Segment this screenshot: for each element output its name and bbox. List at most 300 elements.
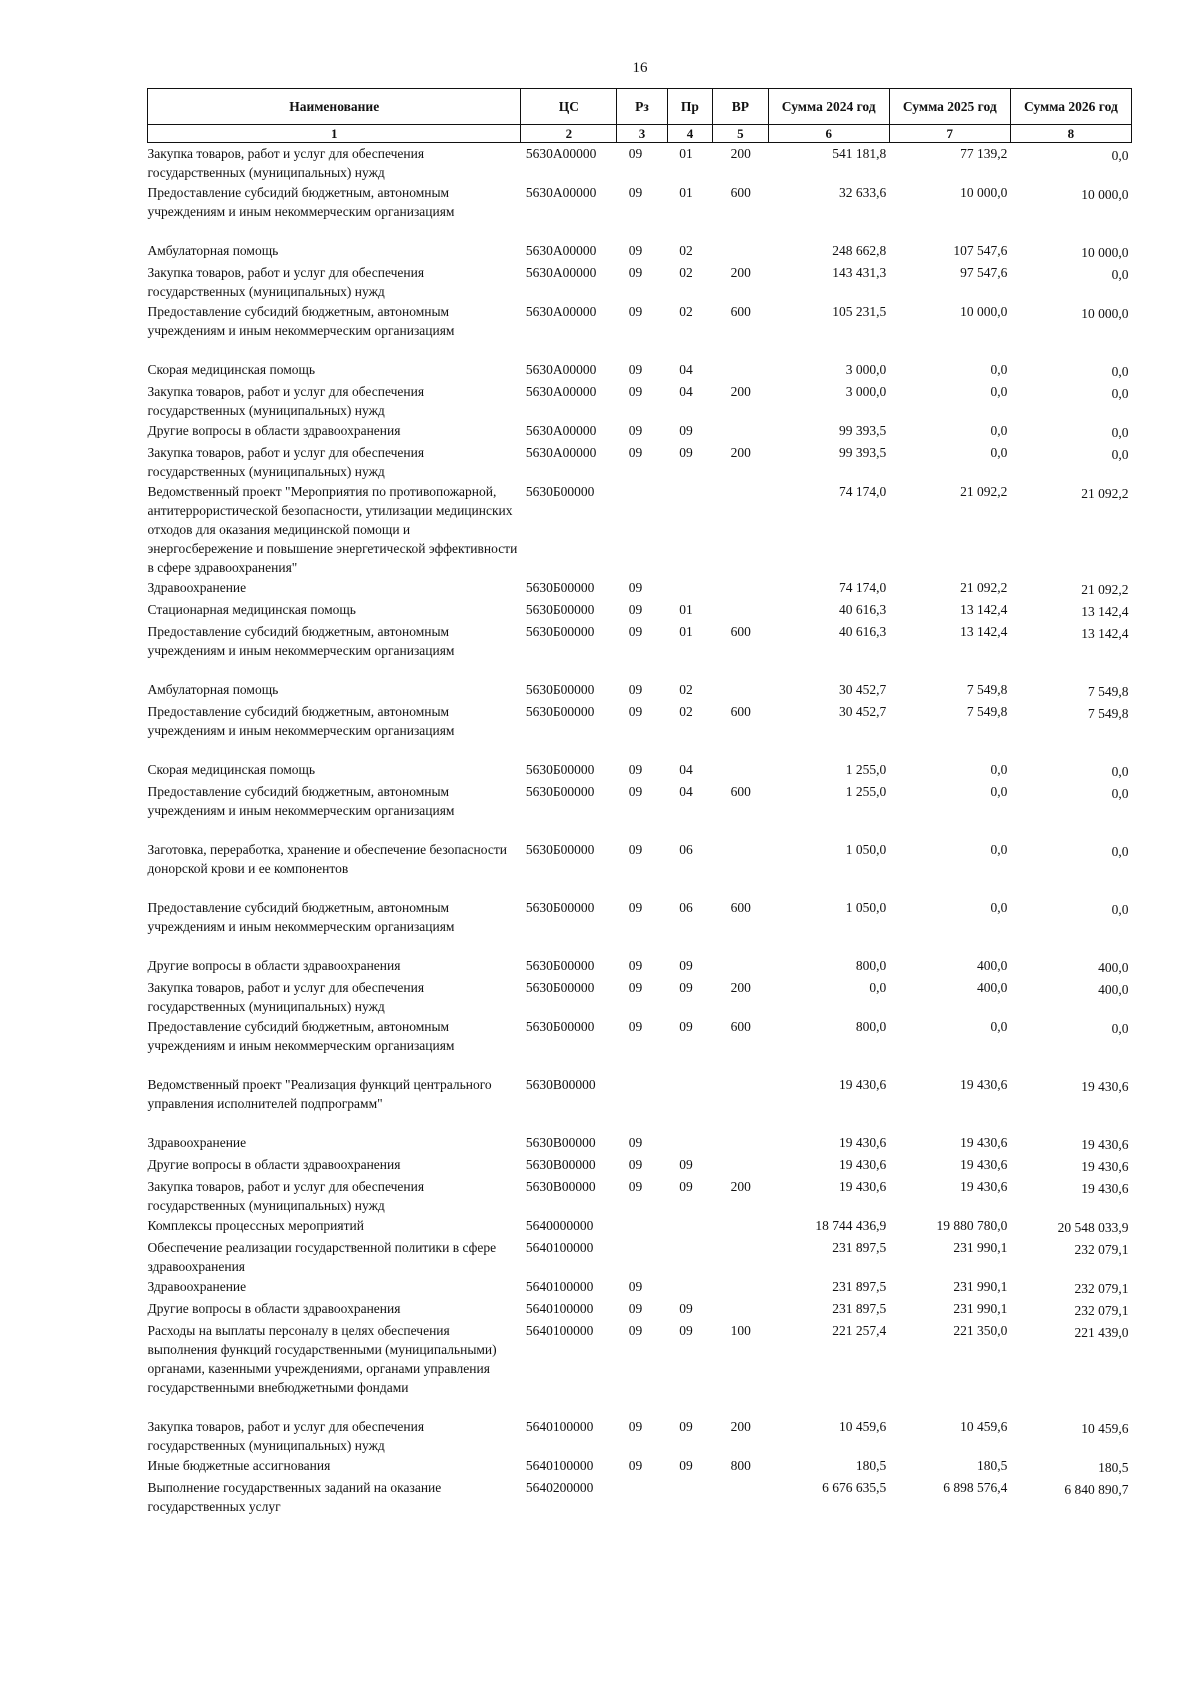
- row-sum-2025: 7 549,8: [966, 704, 1008, 719]
- row-pr: 01: [679, 624, 693, 639]
- row-code: 5640100000: [525, 1240, 594, 1255]
- table-row: [148, 481, 1132, 577]
- row-sum-2025: 231 990,1: [953, 1279, 1008, 1294]
- row-vr: [713, 679, 769, 701]
- column-number: 7: [889, 125, 1010, 143]
- row-pr: 09: [679, 445, 693, 460]
- row-sum-2026: 232 079,1: [1074, 1303, 1129, 1318]
- row-rz: 09: [628, 384, 643, 399]
- row-vr: 200: [730, 445, 751, 460]
- row-sum-2026: 0,0: [1111, 148, 1129, 163]
- row-name: Предоставление субсидий бюджетным, автономным учреждениям и иным некоммерческим организациям: [147, 304, 455, 338]
- table-row: [148, 897, 1132, 955]
- row-name: Закупка товаров, работ и услуг для обеспечения государственных (муниципальных) нужд: [147, 445, 425, 479]
- row-sum-2025: 0,0: [990, 1019, 1008, 1034]
- row-sum-2024: 74 174,0: [838, 484, 887, 499]
- row-code: 5630А00000: [525, 243, 597, 258]
- row-rz: 09: [628, 1179, 643, 1194]
- table-row: [148, 759, 1132, 781]
- row-sum-2025: 180,5: [976, 1458, 1008, 1473]
- row-rz: 09: [628, 1458, 643, 1473]
- row-sum-2025: 77 139,2: [960, 146, 1008, 161]
- row-sum-2024: 800,0: [855, 958, 887, 973]
- row-sum-2025: 10 000,0: [960, 304, 1008, 319]
- row-sum-2025: 0,0: [990, 900, 1008, 915]
- table-row: [148, 1016, 1132, 1074]
- row-vr: 100: [730, 1323, 751, 1338]
- row-rz: 09: [628, 704, 643, 719]
- row-sum-2026: 19 430,6: [1081, 1181, 1129, 1196]
- row-rz: 09: [628, 624, 643, 639]
- row-rz: 09: [628, 146, 643, 161]
- row-vr: 200: [730, 265, 751, 280]
- row-name: Амбулаторная помощь: [147, 243, 279, 258]
- row-rz: 09: [628, 1157, 643, 1172]
- row-sum-2024: 180,5: [855, 1458, 887, 1473]
- row-sum-2026: 20 548 033,9: [1057, 1220, 1129, 1235]
- row-sum-2026: 232 079,1: [1074, 1242, 1129, 1257]
- row-rz: 09: [628, 900, 643, 915]
- row-rz: 09: [628, 762, 643, 777]
- row-sum-2026: 0,0: [1111, 447, 1129, 462]
- row-rz: 09: [628, 423, 643, 438]
- row-sum-2024: 19 430,6: [838, 1157, 887, 1172]
- row-code: 5630Б00000: [525, 602, 595, 617]
- row-name: Заготовка, переработка, хранение и обеспечение безопасности донорской крови и ее компонентов: [147, 842, 507, 876]
- row-rz: [617, 1477, 667, 1516]
- row-sum-2025: 19 880 780,0: [936, 1218, 1008, 1233]
- row-sum-2024: 231 897,5: [832, 1279, 887, 1294]
- row-sum-2026: 10 459,6: [1081, 1421, 1129, 1436]
- row-rz: 09: [628, 1019, 643, 1034]
- header-pr: Пр: [667, 89, 712, 125]
- row-vr: [713, 1477, 769, 1516]
- row-rz: 09: [628, 842, 643, 857]
- row-vr: [713, 1074, 769, 1132]
- row-sum-2025: 10 459,6: [960, 1419, 1008, 1434]
- table-row: [148, 1477, 1132, 1516]
- row-sum-2026: 0,0: [1111, 425, 1129, 440]
- header-vr: ВР: [713, 89, 769, 125]
- table-row: [148, 839, 1132, 897]
- table-row: [148, 143, 1132, 183]
- row-name: Скорая медицинская помощь: [147, 762, 316, 777]
- row-sum-2024: 1 050,0: [845, 842, 887, 857]
- row-name: Другие вопросы в области здравоохранения: [147, 1301, 401, 1316]
- row-rz: 09: [628, 1419, 643, 1434]
- row-vr: [713, 1237, 769, 1276]
- row-code: 5630Б00000: [525, 842, 595, 857]
- row-code: 5630Б00000: [525, 784, 595, 799]
- row-name: Иные бюджетные ассигнования: [147, 1458, 331, 1473]
- row-rz: [617, 1074, 667, 1132]
- row-code: 5630Б00000: [525, 484, 595, 499]
- row-sum-2024: 1 255,0: [845, 762, 887, 777]
- row-rz: 09: [628, 1135, 643, 1150]
- row-vr: 200: [730, 1179, 751, 1194]
- table-row: [148, 599, 1132, 621]
- row-sum-2024: 6 676 635,5: [822, 1480, 887, 1495]
- row-code: 5640000000: [525, 1218, 594, 1233]
- row-code: 5630В00000: [525, 1179, 596, 1194]
- row-vr: 600: [730, 185, 751, 200]
- table-row: [148, 182, 1132, 240]
- row-sum-2025: 221 350,0: [953, 1323, 1008, 1338]
- row-code: 5640100000: [525, 1458, 594, 1473]
- row-sum-2025: 400,0: [976, 980, 1008, 995]
- row-code: 5630В00000: [525, 1157, 596, 1172]
- row-sum-2024: 231 897,5: [832, 1301, 887, 1316]
- row-sum-2024: 0,0: [869, 980, 887, 995]
- row-sum-2024: 99 393,5: [838, 423, 887, 438]
- row-vr: [713, 1132, 769, 1154]
- header-sum-2024: Сумма 2024 год: [768, 89, 889, 125]
- row-sum-2025: 0,0: [990, 762, 1008, 777]
- row-vr: [713, 1298, 769, 1320]
- row-name: Другие вопросы в области здравоохранения: [147, 958, 401, 973]
- row-sum-2024: 19 430,6: [838, 1179, 887, 1194]
- row-name: Предоставление субсидий бюджетным, автономным учреждениям и иным некоммерческим организациям: [147, 1019, 455, 1053]
- row-code: 5640100000: [525, 1279, 594, 1294]
- row-vr: 600: [730, 1019, 751, 1034]
- row-vr: [713, 420, 769, 442]
- row-sum-2025: 231 990,1: [953, 1301, 1008, 1316]
- row-code: 5630А00000: [525, 423, 597, 438]
- row-sum-2026: 13 142,4: [1081, 604, 1129, 619]
- table-row: [148, 679, 1132, 701]
- row-sum-2025: 13 142,4: [960, 602, 1008, 617]
- row-rz: 09: [628, 980, 643, 995]
- row-sum-2025: 0,0: [990, 445, 1008, 460]
- row-name: Стационарная медицинская помощь: [147, 602, 356, 617]
- table-row: [148, 381, 1132, 420]
- row-pr: 04: [679, 384, 693, 399]
- row-vr: 600: [730, 304, 751, 319]
- row-vr: [713, 599, 769, 621]
- row-pr: 09: [679, 1419, 693, 1434]
- row-rz: 09: [628, 580, 643, 595]
- table-row: [148, 977, 1132, 1016]
- row-pr: [667, 577, 712, 599]
- row-code: 5640100000: [525, 1323, 594, 1338]
- row-sum-2024: 3 000,0: [845, 384, 887, 399]
- row-rz: 09: [628, 784, 643, 799]
- row-code: 5630Б00000: [525, 980, 595, 995]
- header-sum-2025: Сумма 2025 год: [889, 89, 1010, 125]
- column-number: 1: [148, 125, 521, 143]
- table-row: [148, 1074, 1132, 1132]
- row-pr: 02: [679, 265, 693, 280]
- row-code: 5630Б00000: [525, 704, 595, 719]
- row-name: Предоставление субсидий бюджетным, автономным учреждениям и иным некоммерческим организациям: [147, 704, 455, 738]
- table-row: [148, 262, 1132, 301]
- row-vr: [713, 481, 769, 577]
- row-rz: 09: [628, 1301, 643, 1316]
- row-sum-2025: 0,0: [990, 362, 1008, 377]
- row-sum-2024: 40 616,3: [838, 602, 887, 617]
- row-pr: 09: [679, 1157, 693, 1172]
- row-name: Комплексы процессных мероприятий: [147, 1218, 364, 1233]
- row-name: Расходы на выплаты персоналу в целях обеспечения выполнения функций государственными (муниципальными) органами, казенными учреждениями, органами управления государственными внебюджетными фондами: [147, 1323, 497, 1395]
- table-row: [148, 420, 1132, 442]
- row-sum-2024: 19 430,6: [838, 1135, 887, 1150]
- row-sum-2025: 19 430,6: [960, 1077, 1008, 1092]
- row-sum-2025: 0,0: [990, 423, 1008, 438]
- row-sum-2024: 19 430,6: [838, 1077, 887, 1092]
- row-sum-2025: 19 430,6: [960, 1179, 1008, 1194]
- row-sum-2024: 3 000,0: [845, 362, 887, 377]
- row-sum-2026: 0,0: [1111, 764, 1129, 779]
- row-pr: 01: [679, 146, 693, 161]
- row-sum-2024: 105 231,5: [832, 304, 887, 319]
- row-vr: [713, 1154, 769, 1176]
- row-sum-2026: 0,0: [1111, 786, 1129, 801]
- row-rz: 09: [628, 304, 643, 319]
- row-name: Ведомственный проект "Реализация функций центрального управления исполнителей подпрограмм": [147, 1077, 492, 1111]
- row-code: 5630Б00000: [525, 624, 595, 639]
- header-row: [148, 89, 1132, 125]
- row-name: Ведомственный проект "Мероприятия по противопожарной, антитеррористической безопасности, утилизации медицинских отходов для оказания медицинской помощи и энергосбережение и повышение энергетической эффективности в сфере здравоохранения": [147, 484, 518, 575]
- row-rz: [617, 481, 667, 577]
- row-sum-2024: 99 393,5: [838, 445, 887, 460]
- row-code: 5630А00000: [525, 445, 597, 460]
- table-row: [148, 359, 1132, 381]
- row-name: Здравоохранение: [147, 1279, 247, 1294]
- row-name: Предоставление субсидий бюджетным, автономным учреждениям и иным некоммерческим организациям: [147, 900, 455, 934]
- row-pr: [667, 481, 712, 577]
- row-sum-2026: 0,0: [1111, 386, 1129, 401]
- row-pr: 09: [679, 423, 693, 438]
- budget-table: [147, 88, 1132, 1516]
- row-sum-2024: 1 255,0: [845, 784, 887, 799]
- row-sum-2024: 1 050,0: [845, 900, 887, 915]
- row-sum-2026: 221 439,0: [1074, 1325, 1129, 1340]
- row-pr: [667, 1215, 712, 1237]
- row-pr: 02: [679, 682, 693, 697]
- table-row: [148, 1276, 1132, 1298]
- table-body: [148, 143, 1132, 1517]
- row-sum-2024: 40 616,3: [838, 624, 887, 639]
- row-sum-2026: 180,5: [1098, 1460, 1129, 1475]
- table-row: [148, 240, 1132, 262]
- row-code: 5630В00000: [525, 1135, 596, 1150]
- row-vr: 200: [730, 980, 751, 995]
- row-name: Закупка товаров, работ и услуг для обеспечения государственных (муниципальных) нужд: [147, 1179, 425, 1213]
- row-sum-2026: 21 092,2: [1081, 582, 1129, 597]
- row-sum-2026: 10 000,0: [1081, 245, 1129, 260]
- row-sum-2026: 0,0: [1111, 902, 1129, 917]
- row-name: Здравоохранение: [147, 1135, 247, 1150]
- row-sum-2025: 7 549,8: [966, 682, 1008, 697]
- row-code: 5640200000: [525, 1480, 594, 1495]
- column-number: 6: [768, 125, 889, 143]
- row-rz: 09: [628, 1279, 643, 1294]
- header-name: Наименование: [148, 89, 521, 125]
- row-sum-2025: 97 547,6: [960, 265, 1008, 280]
- row-vr: 600: [730, 900, 751, 915]
- row-vr: [713, 240, 769, 262]
- row-sum-2026: 6 840 890,7: [1064, 1482, 1129, 1497]
- row-sum-2024: 30 452,7: [838, 704, 887, 719]
- row-code: 5630Б00000: [525, 1019, 595, 1034]
- row-vr: 600: [730, 704, 751, 719]
- row-pr: 09: [679, 1301, 693, 1316]
- row-sum-2026: 0,0: [1111, 267, 1129, 282]
- row-name: Здравоохранение: [147, 580, 247, 595]
- row-sum-2026: 19 430,6: [1081, 1159, 1129, 1174]
- row-code: 5630А00000: [525, 265, 597, 280]
- row-pr: 09: [679, 980, 693, 995]
- table-row: [148, 1154, 1132, 1176]
- row-vr: [713, 1215, 769, 1237]
- table-row: [148, 1176, 1132, 1215]
- row-name: Обеспечение реализации государственной политики в сфере здравоохранения: [147, 1240, 497, 1274]
- row-sum-2025: 19 430,6: [960, 1157, 1008, 1172]
- row-rz: 09: [628, 362, 643, 377]
- row-sum-2026: 400,0: [1098, 982, 1129, 997]
- row-sum-2026: 10 000,0: [1081, 187, 1129, 202]
- row-vr: [713, 955, 769, 977]
- row-sum-2025: 10 000,0: [960, 185, 1008, 200]
- column-number-row: [148, 125, 1132, 143]
- row-sum-2025: 6 898 576,4: [943, 1480, 1008, 1495]
- row-pr: 04: [679, 784, 693, 799]
- row-sum-2025: 0,0: [990, 842, 1008, 857]
- row-pr: 09: [679, 1323, 693, 1338]
- row-code: 5630А00000: [525, 304, 597, 319]
- row-pr: 02: [679, 243, 693, 258]
- row-rz: [617, 1237, 667, 1276]
- row-code: 5630А00000: [525, 362, 597, 377]
- row-code: 5630Б00000: [525, 958, 595, 973]
- row-name: Закупка товаров, работ и услуг для обеспечения государственных (муниципальных) нужд: [147, 980, 425, 1014]
- row-code: 5630А00000: [525, 146, 597, 161]
- row-name: Предоставление субсидий бюджетным, автономным учреждениям и иным некоммерческим организациям: [147, 624, 455, 658]
- row-vr: 200: [730, 1419, 751, 1434]
- row-pr: 01: [679, 185, 693, 200]
- row-rz: [617, 1215, 667, 1237]
- row-name: Закупка товаров, работ и услуг для обеспечения государственных (муниципальных) нужд: [147, 265, 425, 299]
- row-sum-2025: 19 430,6: [960, 1135, 1008, 1150]
- row-pr: 09: [679, 1458, 693, 1473]
- row-pr: 09: [679, 1019, 693, 1034]
- row-code: 5630А00000: [525, 185, 597, 200]
- row-sum-2024: 74 174,0: [838, 580, 887, 595]
- row-sum-2025: 13 142,4: [960, 624, 1008, 639]
- row-rz: 09: [628, 445, 643, 460]
- table-row: [148, 1215, 1132, 1237]
- row-rz: 09: [628, 1323, 643, 1338]
- row-rz: 09: [628, 602, 643, 617]
- row-sum-2024: 18 744 436,9: [815, 1218, 887, 1233]
- row-sum-2024: 231 897,5: [832, 1240, 887, 1255]
- row-vr: [713, 577, 769, 599]
- row-code: 5630Б00000: [525, 900, 595, 915]
- row-name: Предоставление субсидий бюджетным, автономным учреждениям и иным некоммерческим организациям: [147, 185, 455, 219]
- row-name: Другие вопросы в области здравоохранения: [147, 423, 401, 438]
- row-sum-2025: 21 092,2: [960, 580, 1008, 595]
- row-sum-2024: 32 633,6: [838, 185, 887, 200]
- table-row: [148, 442, 1132, 481]
- table-row: [148, 577, 1132, 599]
- row-name: Предоставление субсидий бюджетным, автономным учреждениям и иным некоммерческим организациям: [147, 784, 455, 818]
- row-sum-2026: 0,0: [1111, 364, 1129, 379]
- row-vr: 200: [730, 384, 751, 399]
- row-rz: 09: [628, 243, 643, 258]
- row-vr: [713, 1276, 769, 1298]
- column-number: 3: [617, 125, 667, 143]
- row-code: 5640100000: [525, 1301, 594, 1316]
- row-pr: [667, 1074, 712, 1132]
- row-vr: [713, 839, 769, 897]
- row-sum-2026: 232 079,1: [1074, 1281, 1129, 1296]
- row-sum-2026: 400,0: [1098, 960, 1129, 975]
- row-rz: 09: [628, 682, 643, 697]
- header-code: ЦС: [521, 89, 617, 125]
- row-name: Закупка товаров, работ и услуг для обеспечения государственных (муниципальных) нужд: [147, 1419, 425, 1453]
- row-vr: 600: [730, 784, 751, 799]
- row-pr: [667, 1276, 712, 1298]
- row-pr: [667, 1237, 712, 1276]
- row-sum-2026: 7 549,8: [1088, 684, 1129, 699]
- row-name: Другие вопросы в области здравоохранения: [147, 1157, 401, 1172]
- row-sum-2024: 541 181,8: [832, 146, 887, 161]
- row-sum-2025: 21 092,2: [960, 484, 1008, 499]
- row-sum-2024: 248 662,8: [832, 243, 887, 258]
- table-row: [148, 301, 1132, 359]
- row-code: 5630Б00000: [525, 762, 595, 777]
- row-pr: [667, 1477, 712, 1516]
- row-code: 5630В00000: [525, 1077, 596, 1092]
- header-rz: Рз: [617, 89, 667, 125]
- row-name: Амбулаторная помощь: [147, 682, 279, 697]
- column-number: 8: [1010, 125, 1131, 143]
- row-name: Выполнение государственных заданий на оказание государственных услуг: [147, 1480, 442, 1514]
- row-pr: 09: [679, 958, 693, 973]
- row-vr: [713, 359, 769, 381]
- row-sum-2026: 0,0: [1111, 1021, 1129, 1036]
- row-pr: 02: [679, 304, 693, 319]
- row-code: 5630Б00000: [525, 682, 595, 697]
- table-row: [148, 955, 1132, 977]
- row-code: 5630Б00000: [525, 580, 595, 595]
- table-row: [148, 701, 1132, 759]
- row-pr: 04: [679, 762, 693, 777]
- column-number: 5: [713, 125, 769, 143]
- column-number: 2: [521, 125, 617, 143]
- column-number: 4: [667, 125, 712, 143]
- row-sum-2025: 400,0: [976, 958, 1008, 973]
- row-sum-2026: 10 000,0: [1081, 306, 1129, 321]
- row-code: 5640100000: [525, 1419, 594, 1434]
- table-row: [148, 621, 1132, 679]
- table-row: [148, 1416, 1132, 1455]
- table-row: [148, 1455, 1132, 1477]
- row-pr: [667, 1132, 712, 1154]
- row-sum-2024: 30 452,7: [838, 682, 887, 697]
- row-sum-2025: 107 547,6: [953, 243, 1008, 258]
- table-row: [148, 1237, 1132, 1276]
- row-pr: 09: [679, 1179, 693, 1194]
- row-pr: 02: [679, 704, 693, 719]
- row-pr: 01: [679, 602, 693, 617]
- row-rz: 09: [628, 958, 643, 973]
- row-sum-2025: 231 990,1: [953, 1240, 1008, 1255]
- row-pr: 04: [679, 362, 693, 377]
- table-row: [148, 1298, 1132, 1320]
- header-sum-2026: Сумма 2026 год: [1010, 89, 1131, 125]
- row-vr: 200: [730, 146, 751, 161]
